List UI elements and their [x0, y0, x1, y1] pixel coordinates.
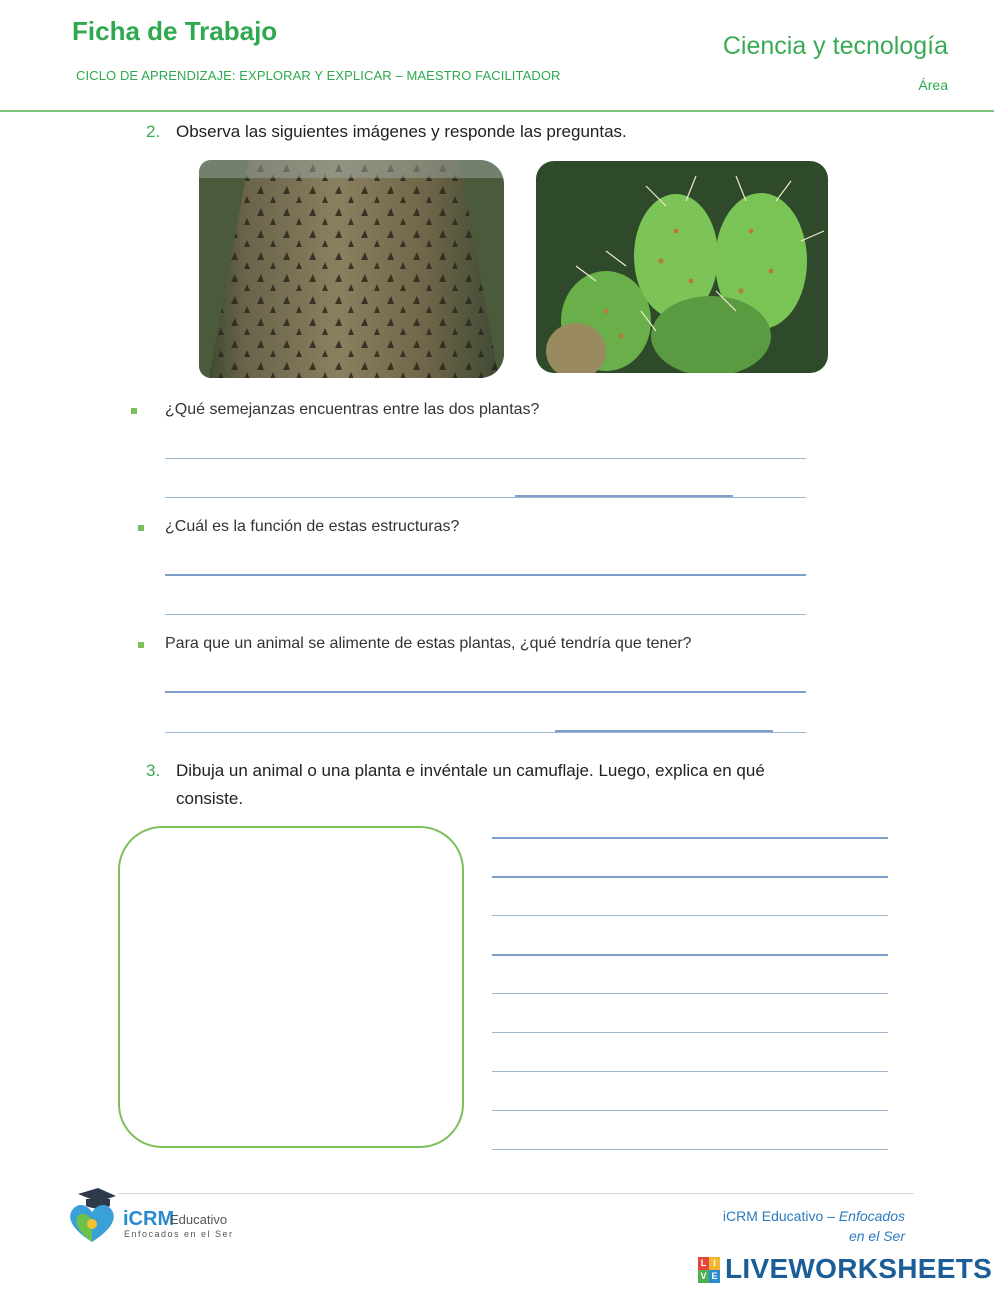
answer-field[interactable]	[555, 730, 773, 732]
drawing-area[interactable]	[118, 826, 464, 1148]
answer-line[interactable]	[165, 614, 806, 615]
bullet-marker	[138, 525, 144, 531]
spiny-tree-trunk-photo	[199, 160, 504, 378]
answer-line[interactable]	[492, 993, 888, 994]
brand-italic-1: Enfocados	[838, 1208, 905, 1224]
prickly-pear-cactus-photo	[536, 161, 828, 373]
question-2-text: Observa las siguientes imágenes y responde las preguntas.	[176, 122, 627, 141]
question-3-number: 3.	[146, 761, 161, 780]
logo-name: iCRM	[123, 1208, 175, 1230]
logo-sub: Educativo	[170, 1212, 228, 1227]
area-label: Área	[918, 77, 948, 93]
liveworksheets-watermark: LIVEWORKSHEETS	[725, 1253, 993, 1284]
answer-field[interactable]	[165, 574, 806, 576]
subject-area-name: Ciencia y tecnología	[722, 32, 948, 60]
learning-cycle-subtitle: CICLO DE APRENDIZAJE: EXPLORAR Y EXPLICAR – MAESTRO FACILITADOR	[76, 68, 561, 83]
answer-line[interactable]	[165, 458, 806, 459]
answer-line[interactable]	[492, 1110, 888, 1111]
answer-line[interactable]	[492, 1032, 888, 1033]
question-3-text-line-1: Dibuja un animal o una planta e invéntale un camuflaje. Luego, explica en qué	[176, 761, 765, 780]
question-2-number: 2.	[146, 122, 161, 141]
answer-line[interactable]	[165, 497, 806, 498]
brand-plain: iCRM Educativo –	[722, 1208, 839, 1224]
icrm-logo-icon	[64, 1188, 120, 1242]
answer-line[interactable]	[492, 915, 888, 916]
footer-brand-text	[723, 1206, 905, 1246]
footer-divider	[118, 1193, 914, 1194]
answer-field[interactable]	[492, 954, 888, 956]
answer-line[interactable]	[492, 1071, 888, 1072]
answer-field[interactable]	[492, 876, 888, 878]
answer-field[interactable]	[165, 691, 806, 693]
brand-italic-2: en el Ser	[848, 1228, 905, 1244]
badge-letter-v: V	[698, 1270, 709, 1283]
question-2-bullet-3: Para que un animal se alimente de estas plantas, ¿qué tendría que tener?	[165, 635, 692, 652]
answer-field[interactable]	[515, 495, 733, 497]
header-divider	[0, 110, 994, 112]
bullet-marker	[131, 408, 137, 414]
badge-letter-l: L	[698, 1257, 709, 1270]
bullet-marker	[138, 642, 144, 648]
answer-field[interactable]	[492, 837, 888, 839]
question-2-bullet-1: ¿Qué semejanzas encuentras entre las dos plantas?	[165, 401, 540, 418]
liveworksheets-badge	[698, 1257, 720, 1283]
worksheet-title: Ficha de Trabajo	[72, 16, 278, 46]
question-2-bullet-2: ¿Cuál es la función de estas estructuras?	[165, 518, 460, 535]
answer-line[interactable]	[165, 732, 806, 733]
answer-line[interactable]	[492, 1149, 888, 1150]
logo-tagline: Enfocados en el Ser	[124, 1229, 234, 1239]
question-3-text-line-2: consiste.	[176, 789, 244, 808]
badge-letter-i: I	[709, 1257, 720, 1270]
badge-letter-e: E	[709, 1270, 720, 1283]
